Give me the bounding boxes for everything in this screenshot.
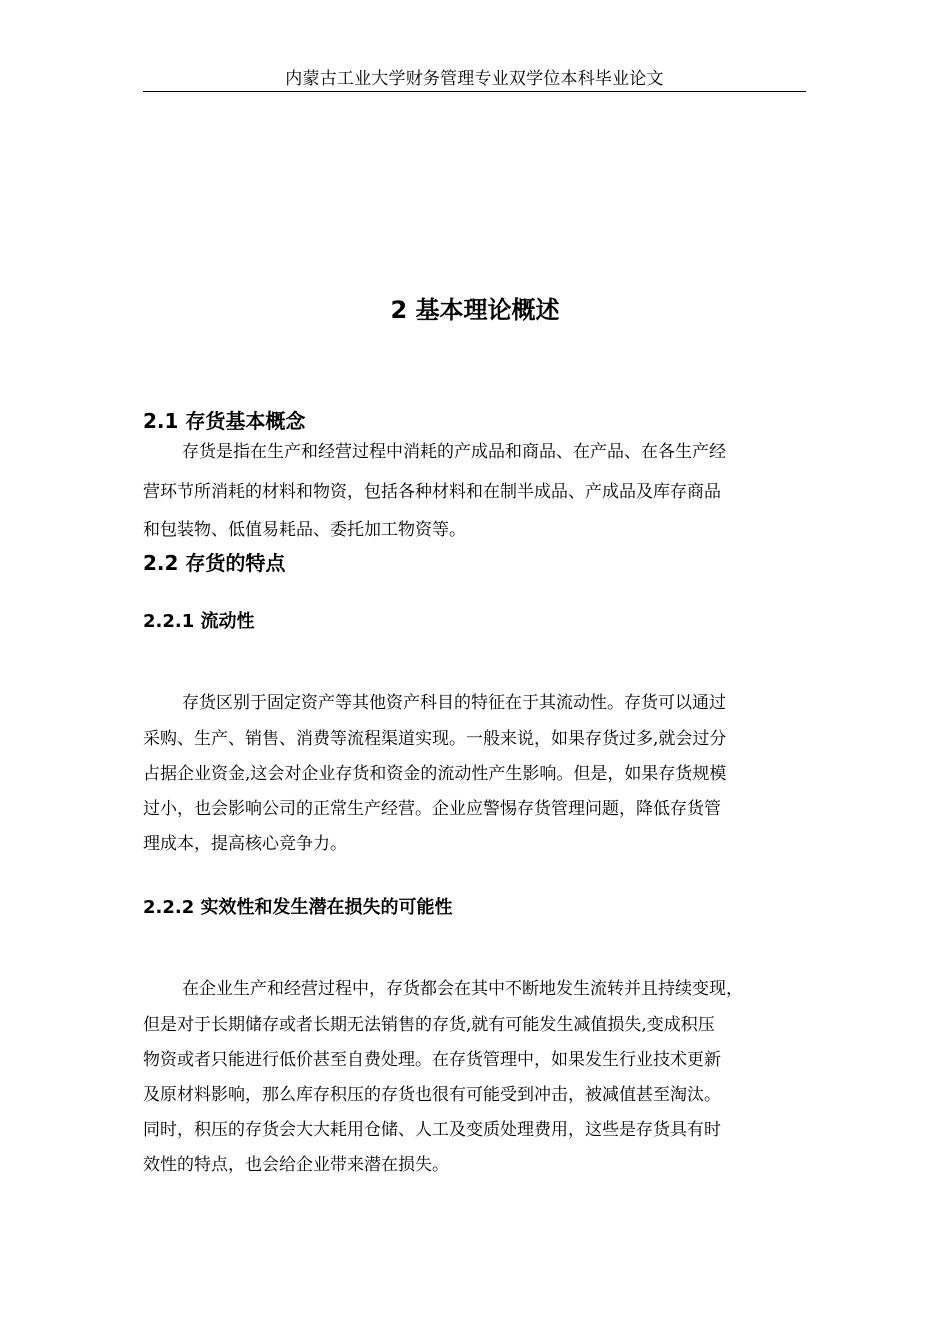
- paragraph-line: 存货区别于固定资产等其他资产科目的特征在于其流动性。存货可以通过: [182, 693, 726, 713]
- header-rule: [143, 91, 806, 92]
- paragraph-line: 理成本，提高核心竞争力。: [143, 834, 347, 854]
- paragraph-line: 采购、生产、销售、消费等流程渠道实现。一般来说，如果存货过多,就会过分: [143, 729, 727, 749]
- section-heading-2-2: 2.2 存货的特点: [143, 551, 286, 575]
- running-header: 内蒙古工业大学财务管理专业双学位本科毕业论文: [285, 69, 664, 89]
- paragraph-line: 过小，也会影响公司的正常生产经营。企业应警惕存货管理问题，降低存货管: [143, 799, 721, 819]
- paragraph-line: 营环节所消耗的材料和物资，包括各种材料和在制半成品、产成品及库存商品: [143, 482, 721, 502]
- paragraph-line: 效性的特点，也会给企业带来潜在损失。: [143, 1155, 449, 1175]
- subsection-heading-2-2-2: 2.2.2 实效性和发生潜在损失的可能性: [143, 897, 453, 918]
- paragraph-line: 但是对于长期储存或者长期无法销售的存货,就有可能发生减值损失,变成积压: [143, 1015, 715, 1035]
- subsection-heading-2-2-1: 2.2.1 流动性: [143, 611, 255, 632]
- paragraph-line: 存货是指在生产和经营过程中消耗的产成品和商品、在产品、在各生产经: [182, 442, 726, 462]
- paragraph-line: 物资或者只能进行低价甚至自费处理。在存货管理中，如果发生行业技术更新: [143, 1050, 721, 1070]
- paragraph-line: 同时，积压的存货会大大耗用仓储、人工及变质处理费用，这些是存货具有时: [143, 1120, 721, 1140]
- paragraph-line: 在企业生产和经营过程中，存货都会在其中不断地发生流转并且持续变现，: [182, 979, 743, 999]
- paragraph-line: 及原材料影响，那么库存积压的存货也很有可能受到冲击，被减值甚至淘汰。: [143, 1085, 721, 1105]
- section-heading-2-1: 2.1 存货基本概念: [143, 409, 306, 433]
- paragraph-line: 和包装物、低值易耗品、委托加工物资等。: [143, 520, 466, 540]
- chapter-title: 2 基本理论概述: [390, 296, 560, 324]
- paragraph-line: 占据企业资金,这会对企业存货和资金的流动性产生影响。但是，如果存货规模: [143, 764, 727, 784]
